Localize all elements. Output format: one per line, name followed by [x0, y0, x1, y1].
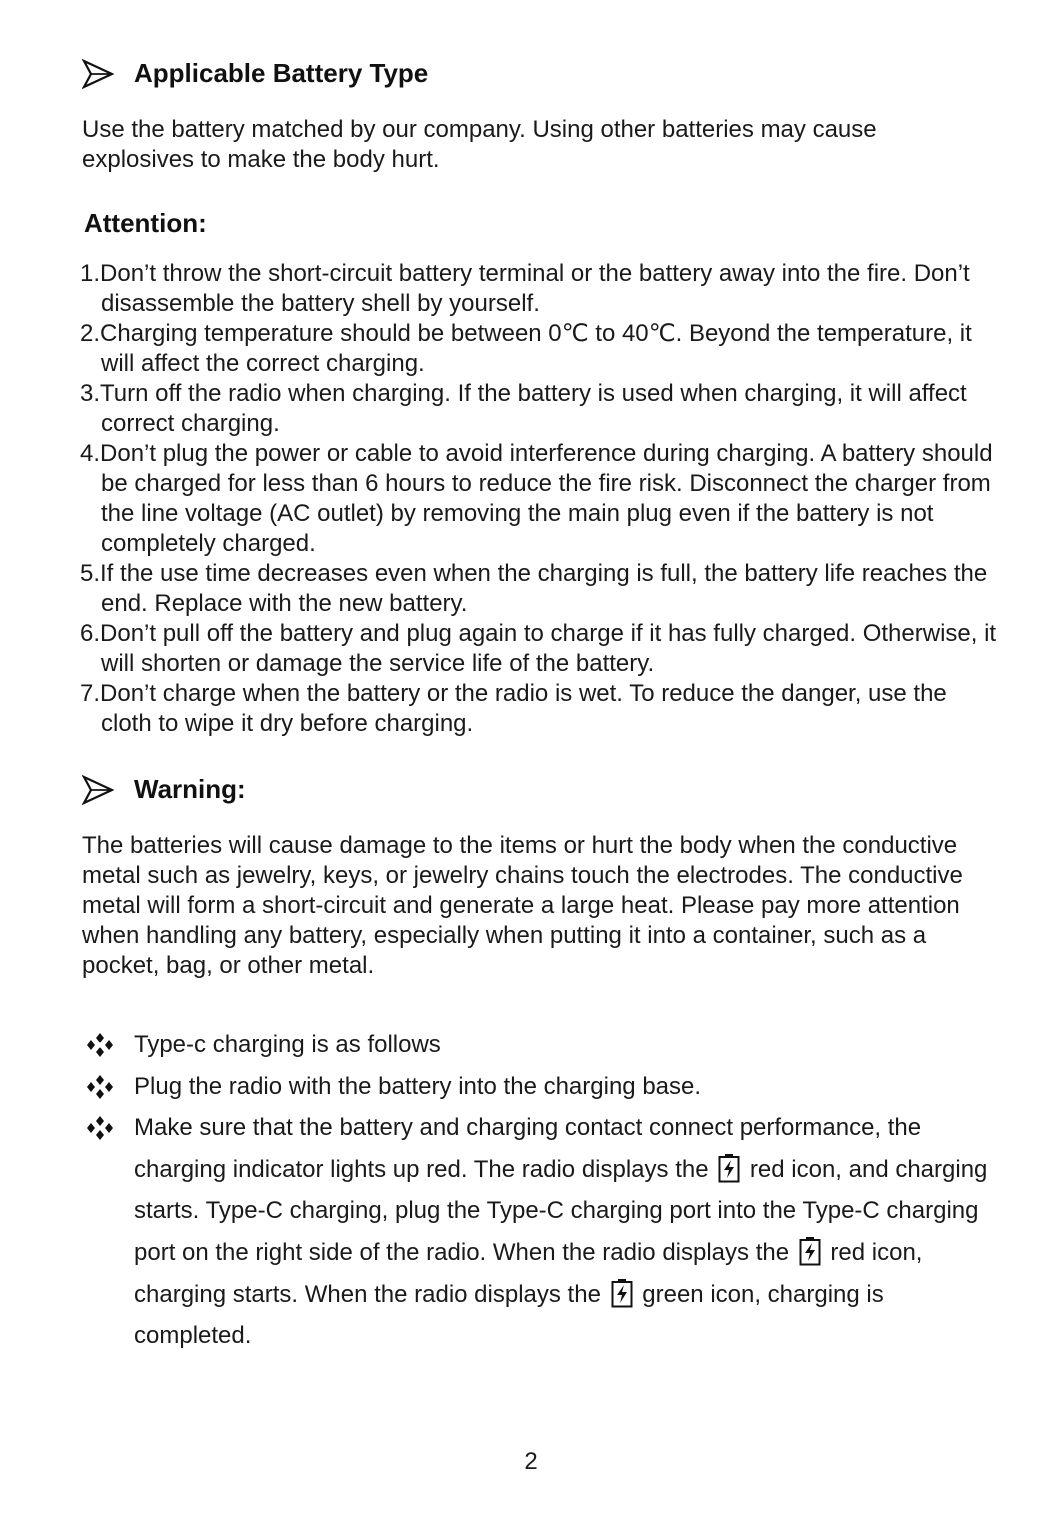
charging-item-2-text: Plug the radio with the battery into the charging base. [134, 1072, 702, 1100]
attention-item-2: 2.Charging temperature should be between 0℃ to 40℃. Beyond the temperature, it will affect the correct charging. [80, 320, 972, 377]
page-number: 2 [524, 1448, 538, 1475]
charging-item-3-part3: red icon, charging starts. When the radio displays the [134, 1238, 923, 1308]
battery-charging-icon [799, 1236, 821, 1266]
charging-item-2 [86, 1066, 1006, 1108]
attention-item-6: 6.Don’t pull off the battery and plug again to charge if it has fully charged. Otherwise, it will shorten or damage the service life of the battery. [80, 620, 997, 677]
four-diamond-icon [86, 1074, 114, 1100]
attention-list [80, 259, 1000, 739]
attention-item-7: 7.Don’t charge when the battery or the radio is wet. To reduce the danger, use the cloth to wipe it dry before charging. [80, 680, 947, 737]
attention-title: Attention: [84, 208, 207, 238]
arrowhead-icon [82, 775, 114, 805]
attention-item-1: 1.Don’t throw the short-circuit battery terminal or the battery away into the fire. Don’t disassemble the battery shell by yourself. [80, 260, 970, 317]
four-diamond-icon [86, 1032, 114, 1058]
battery-type-heading [82, 58, 428, 89]
charging-item-3-part2: red icon, and charging starts. Type-C charging, plug the Type-C charging port into the Type-C charging port on the right side of the radio. When the radio displays the [134, 1155, 988, 1266]
warning-heading [82, 774, 246, 805]
charging-item-1-text: Type-c charging is as follows [134, 1031, 441, 1058]
charging-item-3 [86, 1107, 1006, 1357]
charging-item-3-part1: Make sure that the battery and charging contact connect performance, the charging indicator lights up red. The radio displays the [134, 1114, 922, 1183]
charging-list [86, 1024, 1006, 1357]
battery-charging-icon [718, 1153, 740, 1183]
warning-body: The batteries will cause damage to the items or hurt the body when the conductive metal such as jewelry, keys, or jewelry chains touch the electrodes. The conductive metal will form a short-circuit and generate a large heat. Please pay more attention when handling any battery, especially when putting it into a container, such as a pocket, bag, or other metal. [82, 832, 963, 979]
four-diamond-icon [86, 1115, 114, 1141]
warning-heading-text: Warning: [134, 774, 246, 804]
battery-charging-icon [611, 1278, 633, 1308]
battery-type-heading-text: Applicable Battery Type [134, 58, 429, 88]
battery-type-body: Use the battery matched by our company. Using other batteries may cause explosives to make the body hurt. [82, 116, 877, 173]
attention-item-5: 5.If the use time decreases even when the charging is full, the battery life reaches the end. Replace with the new battery. [80, 560, 988, 617]
arrowhead-icon [82, 59, 114, 89]
charging-item-1 [86, 1024, 1006, 1066]
charging-item-3-part4: green icon, charging is completed. [134, 1280, 884, 1350]
attention-item-4: 4.Don’t plug the power or cable to avoid interference during charging. A battery should be charged for less than 6 hours to reduce the fire risk. Disconnect the charger from the line voltage (AC outlet) by removing the main plug even if the battery is not completely charged. [80, 440, 993, 557]
attention-item-3: 3.Turn off the radio when charging. If the battery is used when charging, it will affect correct charging. [80, 380, 967, 437]
